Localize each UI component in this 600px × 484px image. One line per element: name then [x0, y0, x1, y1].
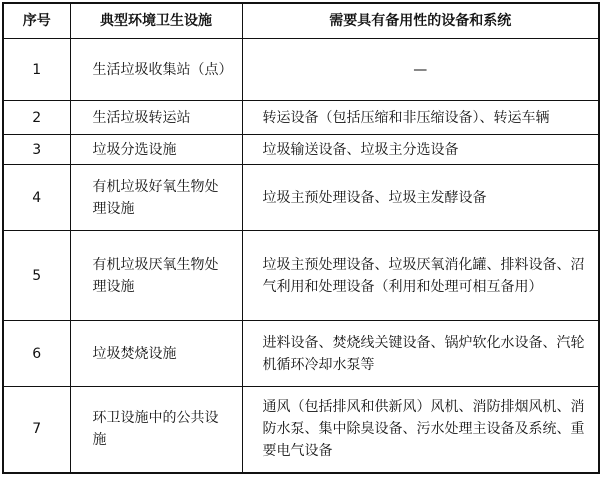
table-header-row: [3, 3, 599, 39]
row-number: 2: [3, 101, 70, 135]
table-row: [3, 231, 599, 321]
systems-cell: 转运设备（包括压缩和非压缩设备）、转运车辆: [242, 101, 599, 135]
row-number: 5: [3, 231, 70, 321]
table-row: [3, 321, 599, 387]
header-systems: 需要具有备用性的设备和系统: [242, 3, 599, 39]
systems-cell: —: [242, 39, 599, 101]
row-number: 3: [3, 135, 70, 165]
facility-cell: 有机垃圾厌氧生物处理设施: [70, 231, 242, 321]
facility-cell: 环卫设施中的公共设施: [70, 387, 242, 473]
systems-cell: 垃圾主预处理设备、垃圾厌氧消化罐、排料设备、沼气利用和处理设备（利用和处理可相互备用）: [242, 231, 599, 321]
systems-cell: 进料设备、焚烧线关键设备、锅炉软化水设备、汽轮机循环冷却水泵等: [242, 321, 599, 387]
systems-cell: 垃圾输送设备、垃圾主分选设备: [242, 135, 599, 165]
row-number: 7: [3, 387, 70, 473]
facility-cell: 垃圾分选设施: [70, 135, 242, 165]
facility-cell: 生活垃圾转运站: [70, 101, 242, 135]
row-number: 1: [3, 39, 70, 101]
facility-cell: 有机垃圾好氧生物处理设施: [70, 165, 242, 231]
systems-cell: 垃圾主预处理设备、垃圾主发酵设备: [242, 165, 599, 231]
row-number: 6: [3, 321, 70, 387]
table-row: [3, 135, 599, 165]
systems-cell: 通风（包括排风和供新风）风机、消防排烟风机、消防水泵、集中除臭设备、污水处理主设备及系统、重要电气设备: [242, 387, 599, 473]
header-no: 序号: [3, 3, 70, 39]
row-number: 4: [3, 165, 70, 231]
table-row: [3, 101, 599, 135]
facility-cell: 生活垃圾收集站（点）: [70, 39, 242, 101]
table-row: [3, 39, 599, 101]
facility-cell: 垃圾焚烧设施: [70, 321, 242, 387]
table-row: [3, 165, 599, 231]
header-facility: 典型环境卫生设施: [70, 3, 242, 39]
table-row: [3, 387, 599, 473]
equipment-redundancy-table: [2, 2, 600, 474]
